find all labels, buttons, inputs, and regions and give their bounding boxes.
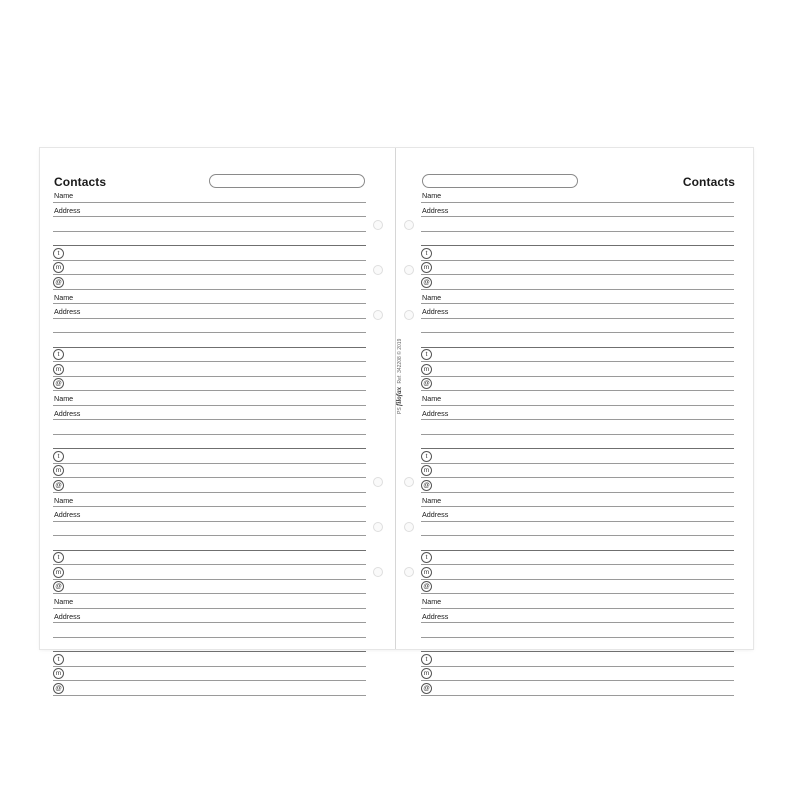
email-icon: @ (421, 480, 432, 491)
name-label: Name (54, 191, 74, 201)
email-row[interactable] (53, 681, 366, 696)
binder-hole (404, 265, 414, 275)
address-line[interactable] (53, 319, 366, 334)
name-label: Name (422, 292, 442, 302)
mobile-row[interactable] (53, 667, 366, 682)
email-icon: @ (421, 277, 432, 288)
name-label: Name (54, 394, 74, 404)
email-row[interactable] (421, 377, 734, 392)
name-label: Name (422, 597, 442, 607)
mobile-row[interactable] (53, 261, 366, 276)
address-row[interactable] (421, 304, 734, 319)
left-page (40, 148, 395, 692)
telephone-icon: t (421, 654, 432, 665)
address-label: Address (54, 510, 81, 520)
address-line[interactable] (53, 435, 366, 450)
imprint-text (395, 339, 403, 414)
mobile-icon: m (53, 567, 64, 578)
page-name-field-right[interactable] (422, 174, 578, 188)
email-row[interactable] (421, 275, 734, 290)
mobile-icon: m (421, 465, 432, 476)
page-name-field-left[interactable] (209, 174, 365, 188)
address-row[interactable] (53, 406, 366, 421)
address-row[interactable] (421, 609, 734, 624)
name-label: Name (422, 394, 442, 404)
mobile-icon: m (53, 668, 64, 679)
name-row[interactable] (53, 391, 366, 406)
planner-spread (40, 148, 753, 692)
telephone-row[interactable] (53, 246, 366, 261)
mobile-icon: m (421, 567, 432, 578)
mobile-icon: m (421, 262, 432, 273)
binder-hole (373, 567, 383, 577)
mobile-row[interactable] (421, 362, 734, 377)
email-row[interactable] (421, 580, 734, 595)
address-row[interactable] (53, 507, 366, 522)
telephone-row[interactable] (421, 348, 734, 363)
contact-rows-right (421, 188, 734, 696)
address-row[interactable] (53, 304, 366, 319)
address-label: Address (422, 611, 449, 621)
address-label: Address (54, 205, 81, 215)
address-label: Address (422, 510, 449, 520)
mobile-row[interactable] (53, 464, 366, 479)
address-line[interactable] (421, 420, 734, 435)
name-label: Name (54, 292, 74, 302)
email-icon: @ (53, 480, 64, 491)
telephone-row[interactable] (421, 551, 734, 566)
address-line[interactable] (53, 217, 366, 232)
telephone-icon: t (421, 552, 432, 563)
address-row[interactable] (53, 203, 366, 218)
mobile-row[interactable] (53, 362, 366, 377)
address-line[interactable] (53, 420, 366, 435)
name-row[interactable] (421, 493, 734, 508)
telephone-icon: t (421, 349, 432, 360)
email-row[interactable] (421, 478, 734, 493)
binder-hole (373, 310, 383, 320)
mobile-icon: m (421, 668, 432, 679)
telephone-row[interactable] (53, 348, 366, 363)
mobile-row[interactable] (421, 464, 734, 479)
address-line[interactable] (421, 522, 734, 537)
address-line[interactable] (421, 435, 734, 450)
address-line[interactable] (53, 638, 366, 653)
address-row[interactable] (421, 406, 734, 421)
address-row[interactable] (421, 203, 734, 218)
page-title-right: Contacts (682, 175, 735, 189)
telephone-row[interactable] (421, 246, 734, 261)
telephone-row[interactable] (53, 551, 366, 566)
name-label: Name (422, 495, 442, 505)
address-label: Address (422, 307, 449, 317)
address-line[interactable] (53, 333, 366, 348)
telephone-row[interactable] (421, 652, 734, 667)
contact-rows-left (53, 188, 366, 696)
address-line[interactable] (421, 638, 734, 653)
telephone-icon: t (421, 248, 432, 259)
binder-hole (404, 310, 414, 320)
name-row[interactable] (53, 290, 366, 305)
binder-hole (404, 477, 414, 487)
address-line[interactable] (421, 623, 734, 638)
address-line[interactable] (53, 623, 366, 638)
name-row[interactable] (421, 290, 734, 305)
address-line[interactable] (421, 319, 734, 334)
mobile-icon: m (421, 364, 432, 375)
telephone-icon: t (53, 248, 64, 259)
name-row[interactable] (421, 594, 734, 609)
telephone-icon: t (53, 451, 64, 462)
address-line[interactable] (421, 232, 734, 247)
name-row[interactable] (53, 493, 366, 508)
email-row[interactable] (421, 681, 734, 696)
mobile-icon: m (53, 364, 64, 375)
address-line[interactable] (421, 536, 734, 551)
name-row[interactable] (421, 188, 734, 203)
binder-hole (373, 477, 383, 487)
binder-hole (404, 522, 414, 532)
binder-hole (373, 265, 383, 275)
telephone-row[interactable] (53, 449, 366, 464)
email-icon: @ (421, 581, 432, 592)
name-row[interactable] (53, 188, 366, 203)
email-icon: @ (53, 581, 64, 592)
name-row[interactable] (421, 391, 734, 406)
email-row[interactable] (53, 580, 366, 595)
binder-hole (373, 522, 383, 532)
imprint-ref: Ref. 342208 © 2019 (397, 338, 403, 384)
telephone-icon: t (421, 451, 432, 462)
mobile-icon: m (53, 262, 64, 273)
name-row[interactable] (53, 594, 366, 609)
address-line[interactable] (53, 522, 366, 537)
binder-hole (404, 220, 414, 230)
address-label: Address (422, 205, 449, 215)
telephone-row[interactable] (53, 652, 366, 667)
address-label: Address (54, 611, 81, 621)
email-row[interactable] (53, 377, 366, 392)
mobile-row[interactable] (421, 261, 734, 276)
email-icon: @ (53, 378, 64, 389)
email-icon: @ (421, 683, 432, 694)
address-line[interactable] (421, 333, 734, 348)
email-row[interactable] (53, 275, 366, 290)
imprint-prefix: PS (397, 407, 403, 414)
mobile-row[interactable] (53, 565, 366, 580)
mobile-row[interactable] (421, 667, 734, 682)
page-title-left: Contacts (54, 175, 107, 189)
mobile-icon: m (53, 465, 64, 476)
address-line[interactable] (421, 217, 734, 232)
address-label: Address (54, 307, 81, 317)
email-row[interactable] (53, 478, 366, 493)
address-line[interactable] (53, 232, 366, 247)
address-row[interactable] (421, 507, 734, 522)
email-icon: @ (53, 683, 64, 694)
telephone-icon: t (53, 654, 64, 665)
mobile-row[interactable] (421, 565, 734, 580)
right-page (396, 148, 753, 692)
email-icon: @ (53, 277, 64, 288)
telephone-row[interactable] (421, 449, 734, 464)
binder-hole (404, 567, 414, 577)
address-row[interactable] (53, 609, 366, 624)
telephone-icon: t (53, 349, 64, 360)
address-label: Address (54, 408, 81, 418)
name-label: Name (422, 191, 442, 201)
brand-logo: filofax (395, 386, 403, 406)
name-label: Name (54, 495, 74, 505)
telephone-icon: t (53, 552, 64, 563)
binder-hole (373, 220, 383, 230)
name-label: Name (54, 597, 74, 607)
email-icon: @ (421, 378, 432, 389)
address-label: Address (422, 408, 449, 418)
address-line[interactable] (53, 536, 366, 551)
